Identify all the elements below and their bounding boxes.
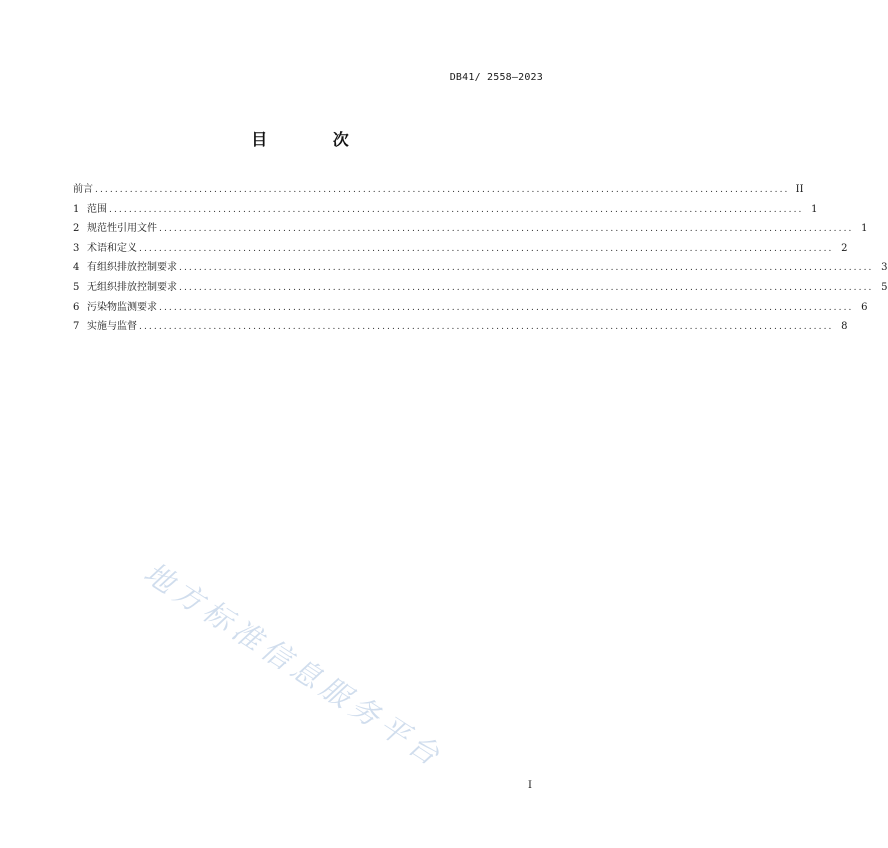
toc-leader-dots: ............................................................................................................................................ [139, 243, 834, 254]
toc-entry-page: 8 [841, 321, 848, 333]
toc-entry-page: 6 [861, 301, 868, 313]
toc-title: 目 次 [251, 130, 379, 149]
toc-entry-page: 1 [811, 203, 818, 215]
toc-entry-number: 4 [73, 262, 80, 274]
toc-entry-label: 前言 [73, 184, 93, 195]
toc-leader-dots: ............................................................................................................................................ [139, 322, 834, 333]
watermark-text: 地方标准信息服务平台 [137, 555, 450, 775]
toc-entry-foreword[interactable] [73, 180, 804, 200]
toc-entry-page: 2 [841, 242, 848, 254]
toc-entry-page: 3 [881, 262, 888, 274]
toc-entry-scope[interactable] [73, 200, 818, 220]
toc-leader-dots: ............................................................................................................................................ [179, 282, 874, 293]
toc-entry-page: 1 [861, 223, 868, 235]
toc-entry-label: 有组织排放控制要求 [87, 262, 177, 274]
toc-entry-page: 5 [881, 281, 888, 293]
toc-entry-organized-emission[interactable] [73, 258, 888, 278]
toc-entry-number: 2 [73, 223, 80, 235]
toc-entry-label: 术语和定义 [87, 242, 137, 254]
toc-entry-page: II [795, 184, 804, 195]
toc-entry-label: 污染物监测要求 [87, 301, 157, 313]
toc-entry-normative-references[interactable] [73, 219, 868, 239]
toc-list [73, 180, 888, 337]
toc-entry-label: 无组织排放控制要求 [87, 281, 177, 293]
toc-leader-dots: ............................................................................................................................................ [179, 263, 874, 274]
toc-entry-number: 3 [73, 242, 80, 254]
page-number: I [528, 780, 532, 791]
toc-entry-number: 1 [73, 203, 80, 215]
toc-entry-unorganized-emission[interactable] [73, 278, 888, 298]
document-code: DB41/ 2558—2023 [449, 72, 543, 83]
toc-leader-dots: ............................................................................................................................................ [95, 185, 790, 195]
toc-leader-dots: ............................................................................................................................................ [109, 204, 804, 215]
toc-entry-number: 7 [73, 321, 80, 333]
toc-entry-implementation-supervision[interactable] [73, 317, 848, 337]
toc-entry-pollutant-monitoring[interactable] [73, 298, 868, 318]
toc-leader-dots: ............................................................................................................................................ [159, 224, 854, 235]
toc-entry-label: 实施与监督 [87, 321, 137, 333]
toc-entry-number: 6 [73, 301, 80, 313]
toc-leader-dots: ............................................................................................................................................ [159, 302, 854, 313]
toc-entry-number: 5 [73, 281, 80, 293]
toc-entry-label: 规范性引用文件 [87, 223, 157, 235]
toc-entry-terms-definitions[interactable] [73, 239, 848, 259]
toc-entry-label: 范围 [87, 203, 107, 215]
